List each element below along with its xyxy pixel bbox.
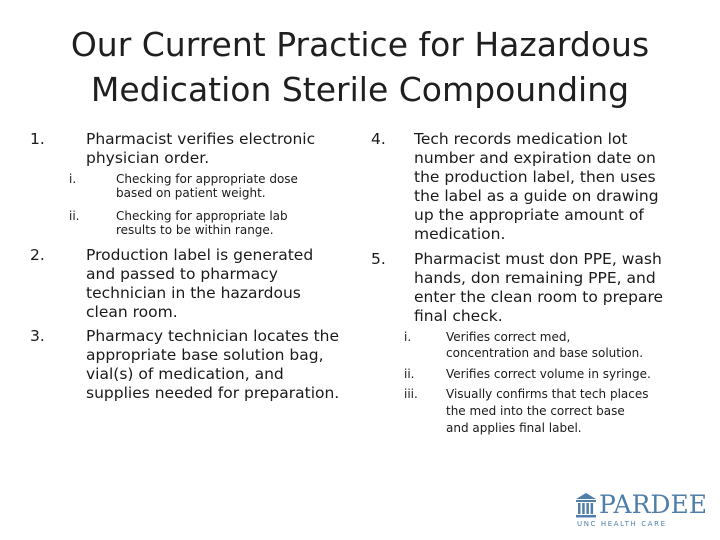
list-item-line: physician order. [86,149,210,167]
sublist-item-line: concentration and base solution. [446,346,644,360]
list-item-line: clean room. [86,303,178,321]
sublist-item-line: Checking for appropriate dose [116,172,298,186]
list-number: 5. [371,250,386,268]
list-item-line: supplies needed for preparation. [86,384,340,402]
list-item-line: technician in the hazardous [86,284,301,302]
logo-subtitle: UNC HEALTH CARE [577,520,667,528]
sublist-item-line: Checking for appropriate lab [116,209,288,223]
slide-title-line-2: Medication Sterile Compounding [90,70,630,109]
sublist-item-line: Verifies correct volume in syringe. [446,367,651,381]
sublist-item-line: based on patient weight. [116,186,266,200]
list-item-line: Pharmacist must don PPE, wash [414,250,662,268]
right-column [360,0,720,540]
list-item-line: the production label, then uses [414,168,656,186]
list-item-line: vial(s) of medication, and [86,365,284,383]
list-item-line: appropriate base solution bag, [86,346,324,364]
list-item-line: hands, don remaining PPE, and [414,269,656,287]
sublist-item-line: the med into the correct base [446,404,625,418]
sublist-item-line: Visually confirms that tech places [446,387,649,401]
sublist-number: ii. [404,367,415,381]
list-item-line: number and expiration date on [414,149,656,167]
list-item-line: medication. [414,225,506,243]
pardee-logo [575,490,705,530]
logo-wordmark: PARDEE [599,490,707,519]
list-number: 3. [30,327,45,345]
list-item-line: and passed to pharmacy [86,265,278,283]
list-item-line: Pharmacist verifies electronic [86,130,316,148]
list-item-line: Production label is generated [86,246,314,264]
list-number: 2. [30,246,45,264]
list-item-line: Pharmacy technician locates the [86,327,340,345]
sublist-number: i. [69,172,77,186]
sublist-item-line: and applies final label. [446,421,582,435]
slide-title-line-1: Our Current Practice for Hazardous [70,25,650,64]
list-item-line: final check. [414,307,503,325]
list-number: 4. [371,130,386,148]
sublist-number: iii. [404,387,418,401]
building-icon [575,492,597,518]
sublist-number: i. [404,330,412,344]
list-number: 1. [30,130,45,148]
list-item-line: up the appropriate amount of [414,206,644,224]
sublist-number: ii. [69,209,80,223]
list-item-line: Tech records medication lot [414,130,628,148]
list-item-line: the label as a guide on drawing [414,187,659,205]
list-item-line: enter the clean room to prepare [414,288,664,306]
sublist-item-line: results to be within range. [116,223,274,237]
sublist-item-line: Verifies correct med, [446,330,571,344]
